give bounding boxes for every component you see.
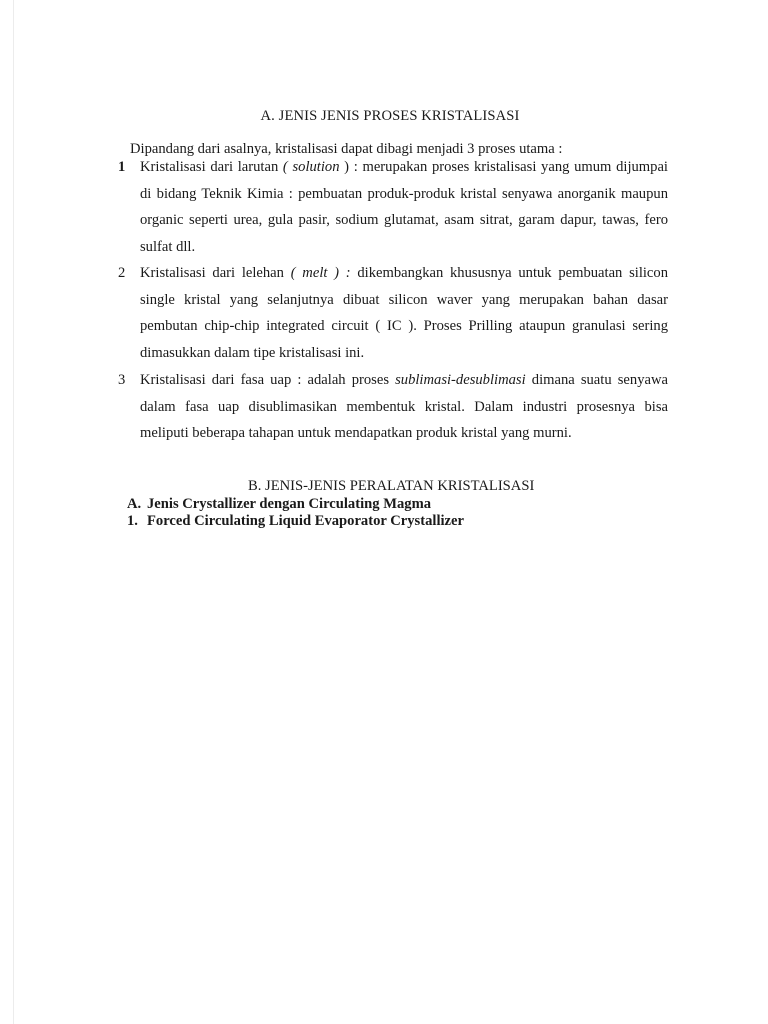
list-item-lead: Kristalisasi dari lelehan bbox=[140, 265, 291, 281]
subheading-text: Jenis Crystallizer dengan Circulating Magma bbox=[147, 496, 432, 512]
subheading-1 bbox=[127, 513, 464, 530]
list-number: 2 bbox=[118, 265, 126, 281]
subheading-label: A. bbox=[127, 496, 142, 512]
list-item-3 bbox=[115, 367, 668, 447]
list-item-lead: Kristalisasi dari larutan bbox=[140, 159, 283, 175]
list-number: 3 bbox=[118, 372, 126, 388]
list-number: 1 bbox=[118, 159, 126, 175]
list-item-emphasis: ( solution bbox=[282, 159, 340, 175]
list-item-rest: dimana suatu senyawa dalam fasa uap disublimasikan membentuk kristal. Dalam industri prosesnya bisa meliputi beberapa tahapan untuk mendapatkan produk kristal yang murni. bbox=[140, 372, 668, 442]
list-item-lead: Kristalisasi dari fasa uap : adalah proses bbox=[140, 372, 396, 388]
list-item-text bbox=[140, 154, 668, 261]
page-edge-line bbox=[13, 0, 14, 1024]
list-item-1 bbox=[115, 154, 668, 261]
list-item-emphasis: sublimasi-desublimasi bbox=[395, 372, 526, 388]
section-b-heading: B. JENIS-JENIS PERALATAN KRISTALISASI bbox=[248, 478, 535, 494]
subheading-label: 1. bbox=[127, 513, 138, 529]
section-a-heading: A. JENIS JENIS PROSES KRISTALISASI bbox=[260, 108, 520, 124]
list-item-emphasis: ( melt ) : bbox=[290, 265, 351, 281]
list-item-rest: ) : merupakan proses kristalisasi yang umum dijumpai di bidang Teknik Kimia : pembuatan produk-produk kristal senyawa anorganik maupun organic seperti urea, gula pasir, sodium glutamat, asam sitrat, garam dapur, tawas, fero sulfat dll. bbox=[140, 159, 668, 256]
subheading-text: Forced Circulating Liquid Evaporator Crystallizer bbox=[147, 513, 464, 529]
list-item-text bbox=[140, 367, 668, 447]
subheading-a bbox=[127, 496, 431, 513]
list-item-rest: dikembangkan khususnya untuk pembuatan silicon single kristal yang selanjutnya dibuat silicon waver yang merupakan bahan dasar pembutan chip-chip integrated circuit ( IC ). Proses Prilling ataupun granulasi sering dimasukkan dalam tipe kristalisasi ini. bbox=[140, 265, 668, 362]
list-item-2 bbox=[115, 260, 668, 367]
list-item-text bbox=[140, 260, 668, 367]
intro-paragraph: Dipandang dari asalnya, kristalisasi dapat dibagi menjadi 3 proses utama : bbox=[130, 141, 563, 157]
